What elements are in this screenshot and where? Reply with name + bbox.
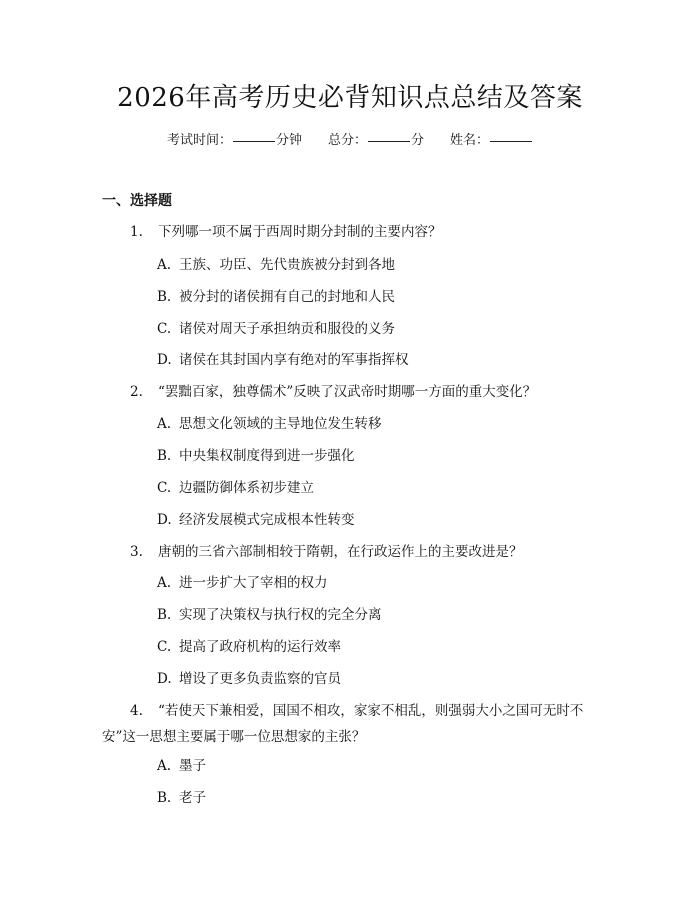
question-text: 唐朝的三省六部制相较于隋朝，在行政运作上的主要改进是？	[158, 544, 523, 560]
option-text: 边疆防御体系初步建立	[179, 480, 314, 496]
option-letter: C.	[157, 480, 172, 496]
score-blank[interactable]	[368, 129, 410, 142]
name-blank[interactable]	[490, 129, 532, 142]
section-title: 一、选择题	[102, 193, 172, 209]
option-letter: A.	[157, 575, 172, 591]
option-letter: B.	[157, 790, 172, 806]
option-text: 进一步扩大了宰相的权力	[179, 575, 328, 591]
option-text: 诸侯在其封国内享有绝对的军事指挥权	[179, 352, 409, 368]
option-letter: D.	[157, 352, 172, 368]
option-text: 经济发展模式完成根本性转变	[179, 512, 355, 528]
option-3a[interactable]	[157, 573, 328, 593]
option-text: 思想文化领域的主导地位发生转移	[179, 416, 382, 432]
option-3b[interactable]	[157, 605, 382, 625]
option-letter: A.	[157, 257, 172, 273]
question-text: “罢黜百家，独尊儒术”反映了汉武帝时期哪一方面的重大变化？	[158, 384, 537, 400]
score-unit: 分	[411, 133, 425, 148]
question-number: 3.	[130, 544, 143, 560]
option-3c[interactable]	[157, 637, 341, 657]
page-title: 2026年高考历史必背知识点总结及答案	[117, 83, 583, 113]
option-text: 中央集权制度得到进一步强化	[179, 448, 355, 464]
option-letter: B.	[157, 289, 172, 305]
option-text: 墨子	[179, 758, 206, 774]
option-1d[interactable]	[157, 350, 409, 370]
name-label: 姓名：	[450, 133, 490, 148]
question-number: 2.	[130, 384, 143, 400]
option-letter: D.	[157, 671, 172, 687]
option-letter: C.	[157, 321, 172, 337]
question-3	[130, 542, 523, 562]
question-2	[130, 382, 536, 402]
option-letter: C.	[157, 639, 172, 655]
question-text: 下列哪一项不属于西周时期分封制的主要内容？	[158, 224, 442, 240]
option-1b[interactable]	[157, 287, 395, 307]
option-text: 老子	[179, 790, 206, 806]
option-1c[interactable]	[157, 319, 395, 339]
option-text: 实现了决策权与执行权的完全分离	[179, 607, 382, 623]
option-text: 被分封的诸侯拥有自己的封地和人民	[179, 289, 395, 305]
question-text: “若使天下兼相爱，国国不相攻，家家不相乱，则强弱大小之国可无时不安”这一思想主要属于哪一位思想家的主张？	[102, 703, 584, 745]
question-1	[130, 222, 442, 242]
option-text: 提高了政府机构的运行效率	[179, 639, 341, 655]
time-blank[interactable]	[233, 129, 275, 142]
question-number: 1.	[130, 224, 143, 240]
option-letter: B.	[157, 607, 172, 623]
score-label: 总分：	[327, 133, 367, 148]
question-number: 4.	[130, 703, 143, 719]
option-2b[interactable]	[157, 446, 355, 466]
option-letter: D.	[157, 512, 172, 528]
option-letter: A.	[157, 416, 172, 432]
option-4a[interactable]	[157, 756, 206, 776]
option-text: 王族、功臣、先代贵族被分封到各地	[179, 257, 395, 273]
option-letter: A.	[157, 758, 172, 774]
time-label: 考试时间：	[166, 133, 232, 148]
exam-meta	[0, 131, 700, 151]
option-2c[interactable]	[157, 478, 314, 498]
option-letter: B.	[157, 448, 172, 464]
option-3d[interactable]	[157, 669, 341, 689]
option-text: 诸侯对周天子承担纳贡和服役的义务	[179, 321, 395, 337]
option-2a[interactable]	[157, 414, 382, 434]
option-1a[interactable]	[157, 255, 395, 275]
question-4	[102, 698, 602, 750]
option-text: 增设了更多负责监察的官员	[179, 671, 341, 687]
time-unit: 分钟	[275, 133, 302, 148]
option-4b[interactable]	[157, 788, 206, 808]
option-2d[interactable]	[157, 510, 355, 530]
